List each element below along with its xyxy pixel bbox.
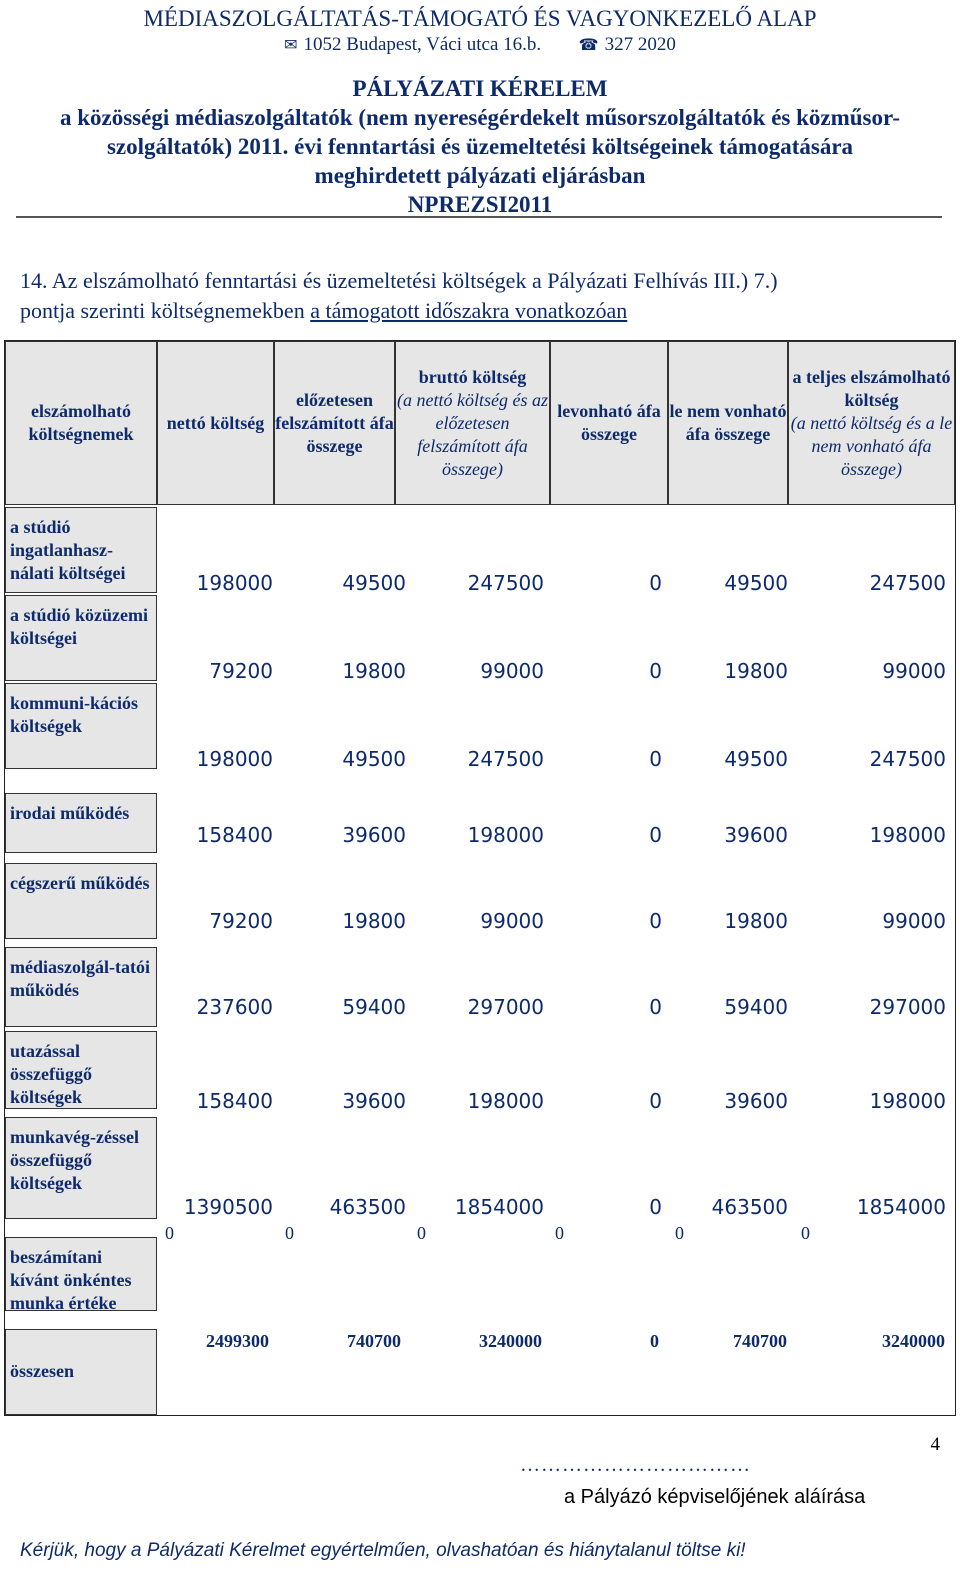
cell-gross: 0 — [417, 1223, 426, 1243]
cell-nondeductible-vat: 463500 — [711, 1195, 788, 1219]
title-line-2: a közösségi médiaszolgáltatók (nem nyereségérdekelt műsorszolgáltatók és közműsor- — [59, 105, 901, 130]
title-line-3: szolgáltatók) 2011. évi fenntartási és üzemeltetési költségeinek támogatására — [106, 134, 854, 159]
cell-prior-vat: 19800 — [342, 909, 406, 933]
cell-deductible-vat: 0 — [649, 909, 662, 933]
title-line-5: NPREZSI2011 — [407, 192, 553, 217]
cell-total: 247500 — [869, 747, 946, 771]
cell-deductible-vat: 0 — [649, 1195, 662, 1219]
row-label: utazással összefüggő költségek — [5, 1031, 157, 1109]
row-label: cégszerű működés — [5, 863, 157, 939]
cell-total: 247500 — [869, 571, 946, 595]
signature-dots: …………………………… — [520, 1454, 751, 1476]
cell-total: 99000 — [882, 909, 946, 933]
row-label: irodai működés — [5, 793, 157, 853]
cell-nondeductible-vat: 39600 — [724, 823, 788, 847]
document-title — [0, 74, 960, 219]
total-prior-vat: 740700 — [347, 1331, 401, 1351]
header-net-cost: nettó költség — [157, 341, 274, 505]
address-text: 1052 Budapest, Váci utca 16.b. — [303, 34, 542, 55]
cell-prior-vat: 39600 — [342, 1089, 406, 1113]
cell-nondeductible-vat: 59400 — [724, 995, 788, 1019]
header-total-cost: a teljes elszámolható költség (a nettó költség és a le nem vonható áfa összege) — [788, 341, 955, 505]
cell-total: 198000 — [869, 823, 946, 847]
page-number: 4 — [930, 1434, 940, 1455]
cell-net: 237600 — [196, 995, 273, 1019]
cell-gross: 1854000 — [454, 1195, 544, 1219]
total-deductible-vat: 0 — [650, 1331, 659, 1351]
signature-label: a Pályázó képviselőjének aláírása — [564, 1486, 866, 1508]
cell-total: 1854000 — [856, 1195, 946, 1219]
cell-net: 79200 — [209, 909, 273, 933]
row-label: munkavég-zéssel összefüggő költségek — [5, 1117, 157, 1219]
cell-deductible-vat: 0 — [649, 1089, 662, 1113]
cell-deductible-vat: 0 — [649, 823, 662, 847]
cell-nondeductible-vat: 39600 — [724, 1089, 788, 1113]
cell-net: 198000 — [196, 747, 273, 771]
cell-gross: 99000 — [480, 659, 544, 683]
header-cost-types: elszámolható költségnemek — [5, 341, 157, 505]
cell-total: 297000 — [869, 995, 946, 1019]
cell-prior-vat: 463500 — [329, 1195, 406, 1219]
section-line-1: 14. Az elszámolható fenntartási és üzemeltetési költségek a Pályázati Felhívás III.) 7.) — [20, 268, 778, 293]
cell-nondeductible-vat: 0 — [675, 1223, 684, 1243]
cell-deductible-vat: 0 — [649, 747, 662, 771]
cell-prior-vat: 19800 — [342, 659, 406, 683]
cell-prior-vat: 49500 — [342, 747, 406, 771]
total-nondeductible-vat: 740700 — [733, 1331, 787, 1351]
cell-prior-vat: 0 — [285, 1223, 294, 1243]
envelope-icon: ✉ — [284, 35, 298, 54]
total-gross: 3240000 — [479, 1331, 542, 1351]
title-line-4: meghirdetett pályázati eljárásban — [314, 163, 646, 188]
cell-net: 198000 — [196, 571, 273, 595]
row-label: médiaszolgál-tatói működés — [5, 947, 157, 1027]
cell-deductible-vat: 0 — [555, 1223, 564, 1243]
cell-nondeductible-vat: 49500 — [724, 571, 788, 595]
cell-deductible-vat: 0 — [649, 571, 662, 595]
row-label: a stúdió ingatlanhasz-nálati költségei — [5, 507, 157, 593]
phone-text: 327 2020 — [604, 34, 676, 55]
row-label: kommuni-kációs költségek — [5, 683, 157, 769]
cell-net: 1390500 — [183, 1195, 273, 1219]
section-heading — [20, 266, 940, 326]
cell-net: 79200 — [209, 659, 273, 683]
row-label: beszámítani kívánt önkéntes munka értéke — [5, 1237, 157, 1311]
cell-gross: 198000 — [467, 1089, 544, 1113]
cell-gross: 247500 — [467, 571, 544, 595]
contact-line — [0, 34, 960, 56]
cell-prior-vat: 49500 — [342, 571, 406, 595]
phone-icon: ☎ — [578, 35, 599, 54]
cell-total: 99000 — [882, 659, 946, 683]
title-line-1: PÁLYÁZATI KÉRELEM — [352, 76, 608, 101]
cell-prior-vat: 59400 — [342, 995, 406, 1019]
header-gross-cost: bruttó költség (a nettó költség és az előzetesen felszámított áfa összege) — [395, 341, 550, 505]
row-label: a stúdió közüzemi költségei — [5, 595, 157, 681]
header-divider — [16, 216, 942, 218]
cell-deductible-vat: 0 — [649, 995, 662, 1019]
cell-gross: 99000 — [480, 909, 544, 933]
cell-gross: 247500 — [467, 747, 544, 771]
cell-gross: 198000 — [467, 823, 544, 847]
cell-total: 0 — [801, 1223, 810, 1243]
cell-prior-vat: 39600 — [342, 823, 406, 847]
header-deductible-vat: levonható áfa összege — [550, 341, 668, 505]
cell-net: 0 — [165, 1223, 174, 1243]
period-underline: a támogatott időszakra vonatkozóan — [310, 298, 628, 323]
header-prior-vat: előzetesen felszámított áfa összege — [274, 341, 395, 505]
total-label: összesen — [5, 1329, 157, 1415]
header-nondeductible-vat: le nem vonható áfa összege — [668, 341, 788, 505]
organization-name: MÉDIASZOLGÁLTATÁS-TÁMOGATÓ ÉS VAGYONKEZELŐ ALAP — [143, 6, 817, 31]
cell-net: 158400 — [196, 823, 273, 847]
total-total: 3240000 — [882, 1331, 945, 1351]
cell-nondeductible-vat: 19800 — [724, 909, 788, 933]
footer-note: Kérjük, hogy a Pályázati Kérelmet egyértelműen, olvashatóan és hiánytalanul töltse ki! — [20, 1540, 746, 1561]
cell-deductible-vat: 0 — [649, 659, 662, 683]
cell-total: 198000 — [869, 1089, 946, 1113]
cell-gross: 297000 — [467, 995, 544, 1019]
cell-nondeductible-vat: 49500 — [724, 747, 788, 771]
section-line-2: pontja szerinti költségnemekben a támogatott időszakra vonatkozóan — [20, 298, 628, 323]
total-net: 2499300 — [206, 1331, 269, 1351]
cell-nondeductible-vat: 19800 — [724, 659, 788, 683]
cost-table — [4, 340, 956, 1416]
cell-net: 158400 — [196, 1089, 273, 1113]
